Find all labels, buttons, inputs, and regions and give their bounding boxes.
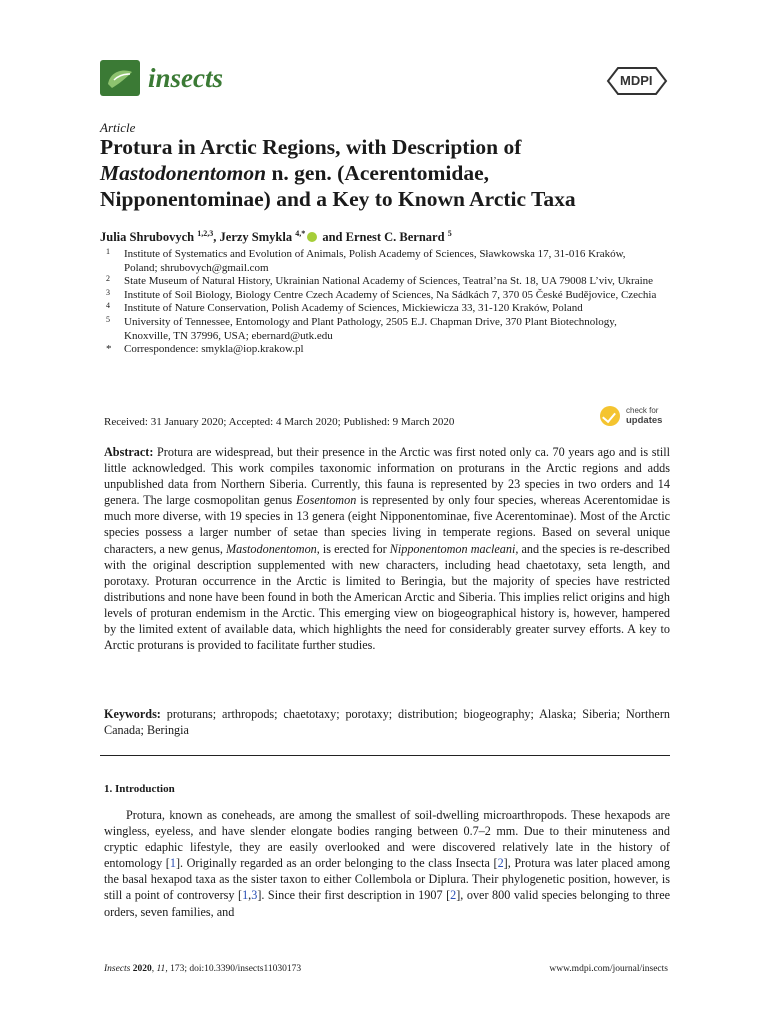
check-for-updates-button[interactable]: [600, 404, 672, 430]
author-list: [100, 229, 680, 245]
footer-journal: Insects: [104, 964, 131, 974]
abstract-italic: Mastodonentomon: [226, 541, 317, 556]
citation-link[interactable]: 2: [497, 856, 504, 871]
citation-link[interactable]: 1: [169, 856, 176, 871]
footer-volume: 11: [156, 964, 166, 974]
author-3-affil[interactable]: 5: [447, 229, 452, 238]
abstract-italic: Nipponentomon macleani: [389, 541, 516, 556]
affiliation-text: Institute of Soil Biology, Biology Centre Czech Academy of Sciences, Na Sádkách 7, 370 05 České Budějovice, Czechia: [124, 288, 657, 301]
abstract-text: Protura are widespread, but their presence in the Arctic was first noted only ca. 70 years ago and is still little acknowledged. This work compiles taxonomic information on proturans in the Arctic regions and adds unpublished data from Northern Siberia. Currently, this fauna is represented by 23 species in two orders and 14 genera. The large cosmopolitan genus: [104, 445, 670, 508]
paper-title: [100, 134, 680, 212]
abstract-label: Abstract:: [104, 445, 154, 459]
footer-doi[interactable]: , 173; doi:10.3390/insects11030173: [165, 964, 302, 974]
intro-text: ], Protura was later placed among the basal hexapod taxa as the sister taxon to either Collembola or Diplura. Their phylogenetic position, however, is still a point of controversy [: [104, 856, 670, 903]
orcid-icon[interactable]: [307, 232, 317, 242]
title-line-2-rest: n. gen. (Acerentomidae,: [266, 161, 490, 185]
affiliation-text: Institute of Nature Conservation, Polish Academy of Sciences, Mickiewicza 33, 31-120 Kraków, Poland: [124, 302, 583, 315]
abstract: [104, 444, 670, 653]
author-separator: ,: [213, 230, 220, 245]
check-updates-icon: [600, 406, 620, 426]
keywords-text: proturans; arthropods; chaetotaxy; porotaxy; distribution; biogeography; Alaska; Siberia; Northern Canada; Beringia: [104, 707, 670, 738]
abstract-text: , and the species is re-described with the original description supplemented with new characters, including head chaetotaxy, seta length, and porotaxy. Proturan occurrence in the Arctic is limited to Beringia, but the majority of species have restricted distributions and none have been found in both the American Arctic and Siberia. This implies relict origins and high levels of proturan endemism in the Arctic. This emerging view on biogeographical history is, however, hampered by the limited extent of available data, which highlights the need for considerably greater survey efforts. A key to Arctic proturans is provided to facilitate further studies.: [104, 541, 670, 653]
abstract-text: is represented by only four species, whereas Acerentomidae is much more diverse, with 19 species in 13 genera (eight Nipponentominae, five Acerentominae). Most of the Arctic species possess a larger number of setae than species living in temperate regions. Based on several unique characters, a new genus,: [104, 493, 670, 556]
footer-text: ,: [151, 964, 157, 974]
intro-text: ,: [248, 888, 252, 903]
affiliation-number: 2: [106, 274, 110, 284]
check-updates-label-1: check for: [626, 406, 659, 415]
mdpi-logo-text: MDPI: [620, 73, 653, 88]
affiliation-number: 4: [106, 301, 110, 311]
section-heading: 1. Introduction: [104, 783, 175, 795]
footer-citation: [104, 964, 301, 974]
footer-year: 2020: [130, 964, 152, 974]
abstract-italic: Eosentomon: [296, 493, 357, 508]
affiliation-number: 5: [106, 314, 110, 324]
journal-logo-icon: [100, 60, 140, 96]
author-separator: and: [319, 230, 346, 245]
author-2[interactable]: Jerzy Smykla: [219, 230, 293, 245]
affiliation-3: [100, 289, 660, 303]
correspondence: [100, 343, 660, 357]
affiliation-text: University of Tennessee, Entomology and Plant Pathology, 2505 E.J. Chapman Drive, 370 Plant Biotechnology, Knoxville, TN 37996, USA; ebernard@utk.edu: [124, 315, 617, 342]
citation-link[interactable]: 1: [242, 888, 249, 903]
author-1[interactable]: Julia Shrubovych: [100, 230, 195, 245]
correspondence-mark: *: [106, 343, 112, 356]
check-updates-label-2: updates: [626, 415, 663, 426]
citation-link[interactable]: 3: [251, 888, 258, 903]
footer-url[interactable]: www.mdpi.com/journal/insects: [549, 964, 668, 974]
affiliation-text: State Museum of Natural History, Ukrainian National Academy of Sciences, Teatral’na St. 18, UA 79008 L’viv, Ukraine: [124, 275, 654, 288]
affiliation-number: 3: [106, 287, 110, 297]
section-divider: [100, 755, 670, 756]
correspondence-text: Correspondence: smykla@iop.krakow.pl: [124, 343, 304, 356]
keywords-label: Keywords:: [104, 707, 161, 721]
author-2-affil[interactable]: 4,*: [295, 229, 306, 238]
intro-text: Protura, known as coneheads, are among the smallest of soil-dwelling microarthropods. These hexapods are wingless, eyeless, and have slender elongate bodies ranging between 0.7–2 mm. Due to their minuteness and cryptic edaphic lifestyle, they are easily overlooked and were discovered relatively late in the history of entomology [: [104, 808, 670, 871]
affiliation-5: [100, 316, 660, 343]
abstract-text: , is erected for: [316, 541, 390, 556]
intro-text: ], over 800 valid species belonging to three orders, seven families, and: [104, 888, 671, 919]
title-line-2: [100, 160, 680, 186]
title-line-1: Protura in Arctic Regions, with Description of: [100, 135, 522, 159]
affiliation-text: Institute of Systematics and Evolution of Animals, Polish Academy of Sciences, Sławkowska 17, 31-016 Kraków, Poland; shrubovych@gmail.com: [124, 248, 626, 274]
citation-link[interactable]: 2: [450, 888, 457, 903]
introduction-paragraph: [104, 807, 670, 920]
affiliation-1: [100, 248, 660, 275]
title-genus: Mastodonentomon: [100, 161, 267, 185]
affiliation-4: [100, 302, 660, 316]
affiliation-2: [100, 275, 660, 289]
intro-text: ]. Since their first description in 1907 [: [257, 888, 451, 903]
keywords: [104, 706, 670, 738]
author-3[interactable]: Ernest C. Bernard: [345, 230, 445, 245]
title-line-3: Nipponentominae) and a Key to Known Arctic Taxa: [100, 187, 576, 211]
article-type: Article: [100, 120, 136, 135]
publication-dates: Received: 31 January 2020; Accepted: 4 March 2020; Published: 9 March 2020: [104, 416, 455, 428]
affiliation-number: 1: [106, 247, 110, 256]
affiliation-list: [100, 248, 660, 357]
journal-name[interactable]: insects: [148, 63, 224, 93]
intro-text: ]. Originally regarded as an order belonging to the class Insecta [: [175, 856, 498, 871]
mdpi-logo[interactable]: [606, 66, 668, 96]
author-1-affil[interactable]: 1,2,3: [197, 229, 214, 238]
